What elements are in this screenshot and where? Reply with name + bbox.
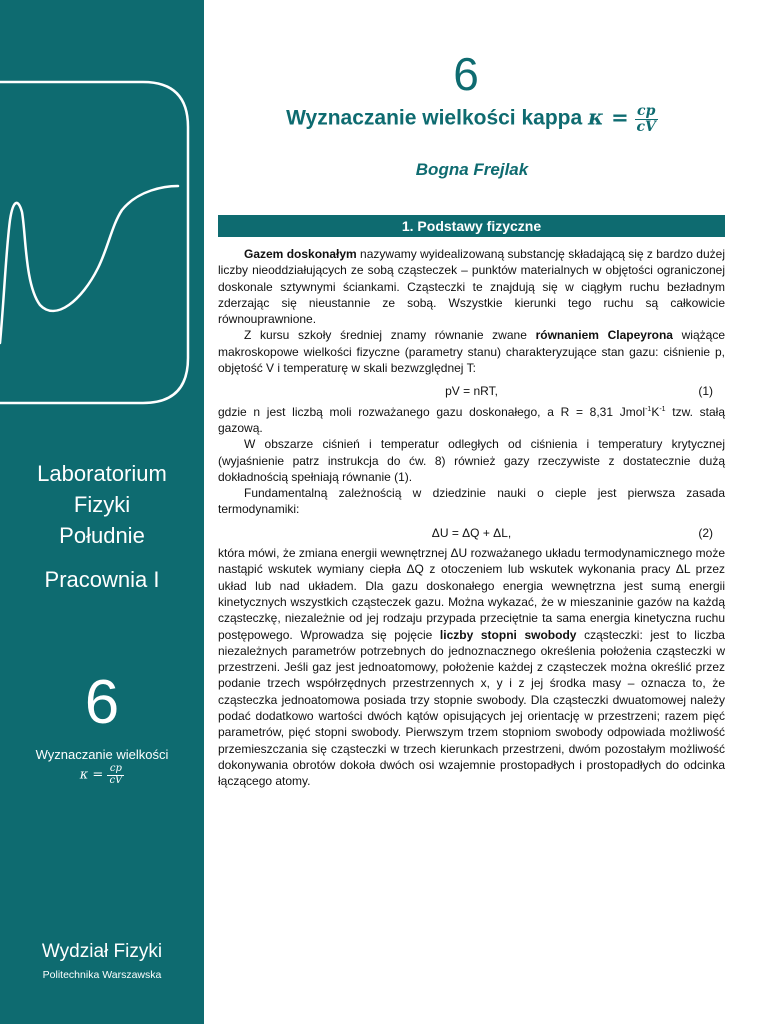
superscript: -1 bbox=[645, 405, 652, 413]
faculty-name: Wydział Fizyki bbox=[41, 941, 163, 962]
sidebar-exercise-number: 6 bbox=[84, 668, 120, 737]
paragraph-gas-constant bbox=[218, 404, 725, 437]
page-title-numerator: cp bbox=[635, 104, 658, 120]
page-title-text: Wyznaczanie wielkości kappa bbox=[286, 106, 583, 130]
lab-logo-icon bbox=[0, 0, 204, 430]
paragraph-degrees-of-freedom bbox=[218, 545, 725, 789]
equation-1 bbox=[218, 383, 725, 399]
sidebar-formula-denominator: cV bbox=[109, 774, 123, 786]
paragraph-text: wiążące makroskopowe wielkości fizyczne (parametry stanu) charakteryzujące stan gazu: ciśnienie p, objętość V i temperaturę w skali bezwzględnej T: bbox=[218, 328, 725, 376]
equation-1-formula: pV = nRT, bbox=[445, 384, 498, 399]
sidebar bbox=[0, 0, 204, 1024]
equation-2-number: (2) bbox=[698, 525, 713, 540]
section-heading: 1. Podstawy fizyczne bbox=[218, 215, 725, 237]
sidebar-formula-numerator: cp bbox=[107, 764, 124, 776]
paragraph-real-gases: W obszarze ciśnień i temperatur odległych od ciśnienia i temperatury krytycznej (wyjaśnienie patrz instrukcja do ćw. 8) również gazy rzeczywiste z dostatecznie dużą dokładnością spełniają równanie (1). bbox=[218, 437, 725, 484]
term-clapeyron: równaniem Clapeyrona bbox=[535, 328, 673, 343]
paragraph-first-law: Fundamentalną zależnością w dziedzinie nauki o cieple jest pierwsza zasada termodynamiki: bbox=[218, 486, 725, 517]
sidebar-formula-fraction bbox=[107, 764, 124, 786]
lab-title-line3: Południe bbox=[59, 523, 145, 548]
university-name: Politechnika Warszawska bbox=[42, 969, 162, 981]
paragraph-text: tzw. stałą gazową. bbox=[218, 404, 726, 435]
paragraph-text: Z kursu szkoły średniej znamy równanie zwane bbox=[244, 328, 536, 343]
page-title-denominator: cV bbox=[636, 118, 656, 135]
paragraph-text: cząsteczki: jest to liczba niezależnych parametrów potrzebnych do jednoznacznego określenia położenia cząsteczki w przestrzeni. Jeśli gaz jest jednoatomowy, położenie każdej z cząsteczek można określić przez podanie trzech współrzędnych przestrzennych x, y i z jej środka masy – oznacza to, że cząsteczka jednoatomowa posiada trzy stopnie swobody. Dla cząsteczki dwuatomowej należy podać dodatkowo wartości dwóch kątów opisujących jej orientację w przestrzeni; razem pięć parametrów, pięć stopni swobody. Pierwszym trzem stopniom swobody odpowiada możliwość przemieszczania się cząsteczki w trzech kierunkach przestrzeni, dwóm pozostałym możliwość dokonywania obrotów dokoła dwóch osi wzajemnie prostopadłych i prostopadłych do odcinka łączącego atomy. bbox=[218, 627, 725, 789]
equation-2-formula: ΔU = ΔQ + ΔL, bbox=[431, 525, 512, 540]
paragraph-text: nazywamy wyidealizowaną substancję składającą się z bardzo dużej liczby nieoddziałujących ze sobą cząsteczek – punktów materialnych w objętości ograniczonej doskonale sztywnymi ściankami. Cząsteczki te znajdują się w ciągłym ruchu bezładnym zderzając się nieustannie ze sobą. Wszystkie kierunki tego ruchu są całkowicie równouprawnione. bbox=[218, 247, 725, 327]
equation-2 bbox=[218, 525, 725, 541]
superscript: -1 bbox=[659, 405, 666, 413]
author-name: Bogna Frejlak bbox=[415, 160, 529, 179]
lab-title-line1: Laboratorium bbox=[37, 461, 167, 486]
paragraph-text: która mówi, że zmiana energii wewnętrznej ΔU rozważanego układu termodynamicznego może nastąpić wskutek wymiany ciepła ΔQ z otoczeniem lub wskutek wykonania pracy ΔL przez układ lub nad układem. Dla gazu doskonałego energia wewnętrzna jest sumą energii kinetycznych wszystkich cząsteczek gazu. Można wykazać, że w mieszaninie gazów na każdą cząsteczkę, niezależnie od jej rodzaju przypada przeciętnie ta sama energia kinetyczna ruchu postępowego. Wprowadza się pojęcie bbox=[218, 546, 725, 642]
page-title-kappa: κ = bbox=[588, 104, 629, 130]
paragraph-ideal-gas bbox=[218, 246, 725, 327]
paragraph-text: gdzie n jest liczbą moli rozważanego gazu doskonałego, a R = 8,31 Jmol bbox=[218, 404, 646, 419]
document-body bbox=[218, 246, 725, 790]
sidebar-exercise-title: Wyznaczanie wielkości bbox=[35, 747, 169, 762]
term-degrees-of-freedom: liczby stopni swobody bbox=[439, 627, 577, 642]
lab-title-line2: Fizyki bbox=[73, 492, 131, 517]
page-title-fraction bbox=[635, 104, 658, 134]
exercise-number: 6 bbox=[453, 48, 479, 100]
unit-kelvin: K bbox=[651, 404, 660, 419]
sidebar-formula-kappa: κ = bbox=[79, 767, 104, 783]
page-title bbox=[222, 104, 722, 134]
paragraph-clapeyron bbox=[218, 327, 725, 376]
pracownia-label: Pracownia I bbox=[44, 567, 160, 592]
equation-1-number: (1) bbox=[698, 384, 713, 399]
term-ideal-gas: Gazem doskonałym bbox=[244, 247, 357, 261]
sidebar-formula bbox=[0, 764, 204, 786]
